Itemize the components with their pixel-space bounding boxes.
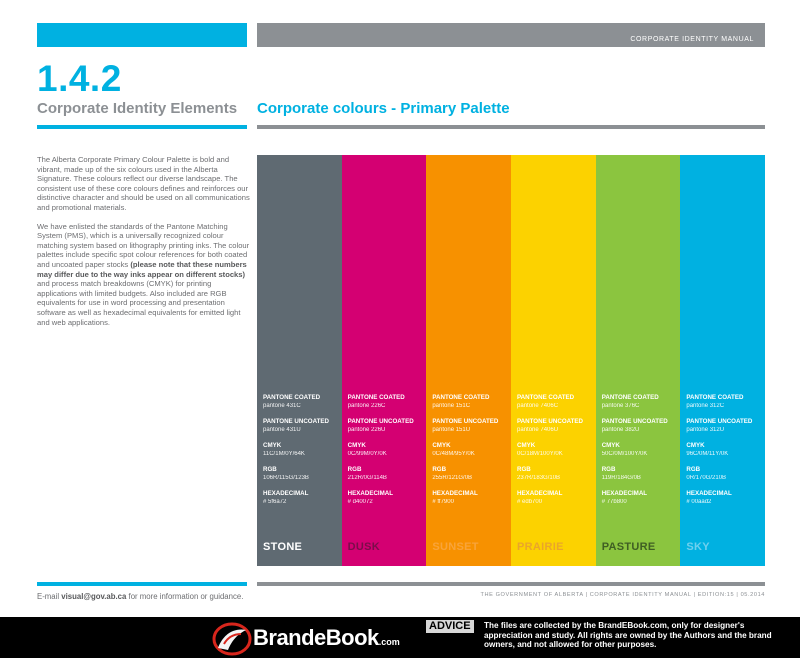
spec-label-rgb: RGB [601, 466, 616, 473]
swatch-specs [686, 394, 762, 514]
swatch-name: SKY [686, 541, 710, 553]
intro-paragraph-2 [37, 222, 250, 328]
spec-label-coated: PANTONE COATED [601, 394, 659, 401]
spec-value-uncoated: pantone 312U [686, 427, 725, 433]
spec-value-uncoated: pantone 431U [263, 427, 301, 433]
contact-suffix: for more information or guidance. [128, 592, 244, 601]
footer-meta: THE GOVERNMENT OF ALBERTA | CORPORATE IDENTITY MANUAL | EDITION:15 | 05.2014 [480, 592, 765, 598]
spec-value-uncoated: pantone 151U [432, 427, 471, 433]
swatch-name: DUSK [347, 541, 381, 553]
spec-value-coated: pantone 312C [686, 403, 725, 409]
spec-value-coated: pantone 151C [432, 403, 471, 409]
spec-label-cmyk: CMYK [432, 442, 451, 449]
intro-paragraph-2-end: and process match breakdowns (CMYK) for printing applications with limited budgets. Also included are RGB equivalents for use in word processing and presentation software as well as hexadecimal equivalents for emitted light and web applications. [37, 279, 241, 327]
spec-label-hex: HEXADECIMAL [263, 490, 309, 497]
colour-palette [257, 155, 765, 566]
spec-label-rgb: RGB [263, 466, 277, 473]
spec-value-rgb: 106R/115G/123B [263, 475, 309, 481]
advice-text: The files are collected by the BrandEBook.com, only for designer's appreciation and study. All rights are owned by the Authors and the brand owners, and not allowed for other purposes. [484, 621, 772, 650]
intro-paragraph-2-note: (please note that these numbers may differ due to the way inks appear on different stocks) [37, 259, 247, 279]
swatch-dusk [342, 155, 427, 566]
spec-value-uncoated: pantone 382U [601, 427, 640, 433]
manual-title: CORPORATE IDENTITY MANUAL [630, 36, 754, 43]
spec-value-cmyk: 0C/18M/100Y/0K [517, 451, 563, 457]
swatch-specs [602, 394, 678, 514]
spec-value-cmyk: 96C/0M/11Y/0K [686, 451, 729, 457]
spec-value-hex: # d40072 [347, 499, 373, 505]
spec-label-rgb: RGB [432, 466, 447, 473]
spec-label-cmyk: CMYK [517, 442, 536, 449]
brand-tld: .com [378, 637, 400, 647]
spec-label-cmyk: CMYK [601, 442, 620, 449]
swatch-stone [257, 155, 342, 566]
spec-value-cmyk: 0C/99M/0Y/0K [347, 451, 387, 457]
spec-value-cmyk: 0C/48M/95Y/0K [432, 451, 475, 457]
spec-value-rgb: 212R/0G/114B [347, 475, 387, 481]
swatch-prairie [511, 155, 596, 566]
section-title: Corporate Identity Elements [37, 100, 238, 117]
spec-label-hex: HEXADECIMAL [601, 490, 648, 497]
footer-rule-left [37, 582, 247, 586]
spec-value-uncoated: pantone 7406U [517, 427, 559, 433]
section-number: 1.4.2 [37, 58, 122, 99]
spec-label-uncoated: PANTONE UNCOATED [263, 418, 329, 425]
spec-value-coated: pantone 7406C [517, 403, 559, 409]
swatch-specs [263, 394, 339, 514]
spec-label-rgb: RGB [686, 466, 701, 473]
swatch-name: PRAIRIE [517, 541, 564, 553]
spec-label-coated: PANTONE COATED [432, 394, 490, 401]
spec-value-hex: # 5f6a72 [263, 499, 287, 505]
brand-name-text: BrandeBook [253, 625, 379, 650]
spec-label-coated: PANTONE COATED [686, 394, 744, 401]
spec-label-rgb: RGB [517, 466, 531, 473]
spec-value-coated: pantone 226C [347, 403, 386, 409]
brand-logo-icon [210, 622, 252, 656]
swatch-name: SUNSET [432, 541, 479, 553]
spec-label-rgb: RGB [347, 466, 362, 473]
spec-label-coated: PANTONE COATED [347, 394, 405, 401]
swatch-specs [348, 394, 424, 514]
spec-label-hex: HEXADECIMAL [432, 490, 478, 497]
intro-paragraph-2-start: We have enlisted the standards of the Pantone Matching System (PMS), which is a universally recognized colour matching system based on lithography printing inks. The colour palettes include specific spot colour references for both coated and uncoated paper stocks [37, 221, 250, 269]
spec-label-uncoated: PANTONE UNCOATED [517, 418, 584, 425]
spec-value-rgb: 119R/184G/0B [601, 475, 641, 481]
spec-value-cmyk: 11C/1M/0Y/64K [263, 451, 305, 457]
spec-label-hex: HEXADECIMAL [686, 490, 732, 497]
swatch-name: PASTURE [601, 541, 656, 553]
section-rule [37, 125, 247, 129]
swatch-specs [432, 394, 508, 514]
header-title-bar [257, 23, 765, 47]
spec-value-coated: pantone 431C [263, 403, 301, 409]
spec-value-cmyk: 50C/0M/100Y/0K [601, 451, 648, 457]
spec-value-hex: # 00aad2 [686, 499, 712, 505]
spec-label-cmyk: CMYK [686, 442, 705, 449]
swatch-sky [680, 155, 765, 566]
spec-value-hex: # edb700 [517, 499, 543, 505]
spec-value-uncoated: pantone 226U [347, 427, 386, 433]
intro-text [37, 155, 250, 336]
advice-label: ADVICE [426, 620, 474, 633]
spec-label-cmyk: CMYK [347, 442, 366, 449]
spec-label-coated: PANTONE COATED [517, 394, 575, 401]
spec-label-uncoated: PANTONE UNCOATED [601, 418, 668, 425]
spec-value-coated: pantone 376C [601, 403, 640, 409]
spec-label-hex: HEXADECIMAL [517, 490, 563, 497]
spec-label-uncoated: PANTONE UNCOATED [432, 418, 499, 425]
page-title: Corporate colours - Primary Palette [257, 100, 510, 117]
contact-prefix: E-mail [37, 592, 60, 601]
swatch-pasture [596, 155, 681, 566]
spec-label-coated: PANTONE COATED [263, 394, 321, 401]
spec-value-hex: # 77b800 [601, 499, 627, 505]
spec-label-uncoated: PANTONE UNCOATED [686, 418, 753, 425]
swatch-name: STONE [263, 541, 303, 553]
swatch-sunset [426, 155, 511, 566]
footer-contact [37, 592, 243, 601]
page-rule [257, 125, 765, 129]
spec-label-uncoated: PANTONE UNCOATED [347, 418, 414, 425]
intro-paragraph-1: The Alberta Corporate Primary Colour Palette is bold and vibrant, made up of the six colours used in the Alberta Signature. These colours reflect our diverse landscape. The consistent use of these core colours defines and reinforces our distinctive character and should be used on all communications and promotional materials. [37, 155, 250, 212]
brand-name [253, 625, 400, 651]
footer-rule-right [257, 582, 765, 586]
spec-label-hex: HEXADECIMAL [347, 490, 394, 497]
swatch-specs [517, 394, 593, 514]
contact-email-link[interactable]: visual@gov.ab.ca [61, 592, 127, 601]
spec-value-rgb: 0R/170G/210B [686, 475, 727, 481]
spec-value-hex: # ff7900 [432, 499, 454, 505]
spec-value-rgb: 255R/121G/0B [432, 475, 473, 481]
spec-label-cmyk: CMYK [263, 442, 282, 449]
spec-value-rgb: 237R/183G/10B [517, 475, 561, 481]
header-accent-bar [37, 23, 247, 47]
